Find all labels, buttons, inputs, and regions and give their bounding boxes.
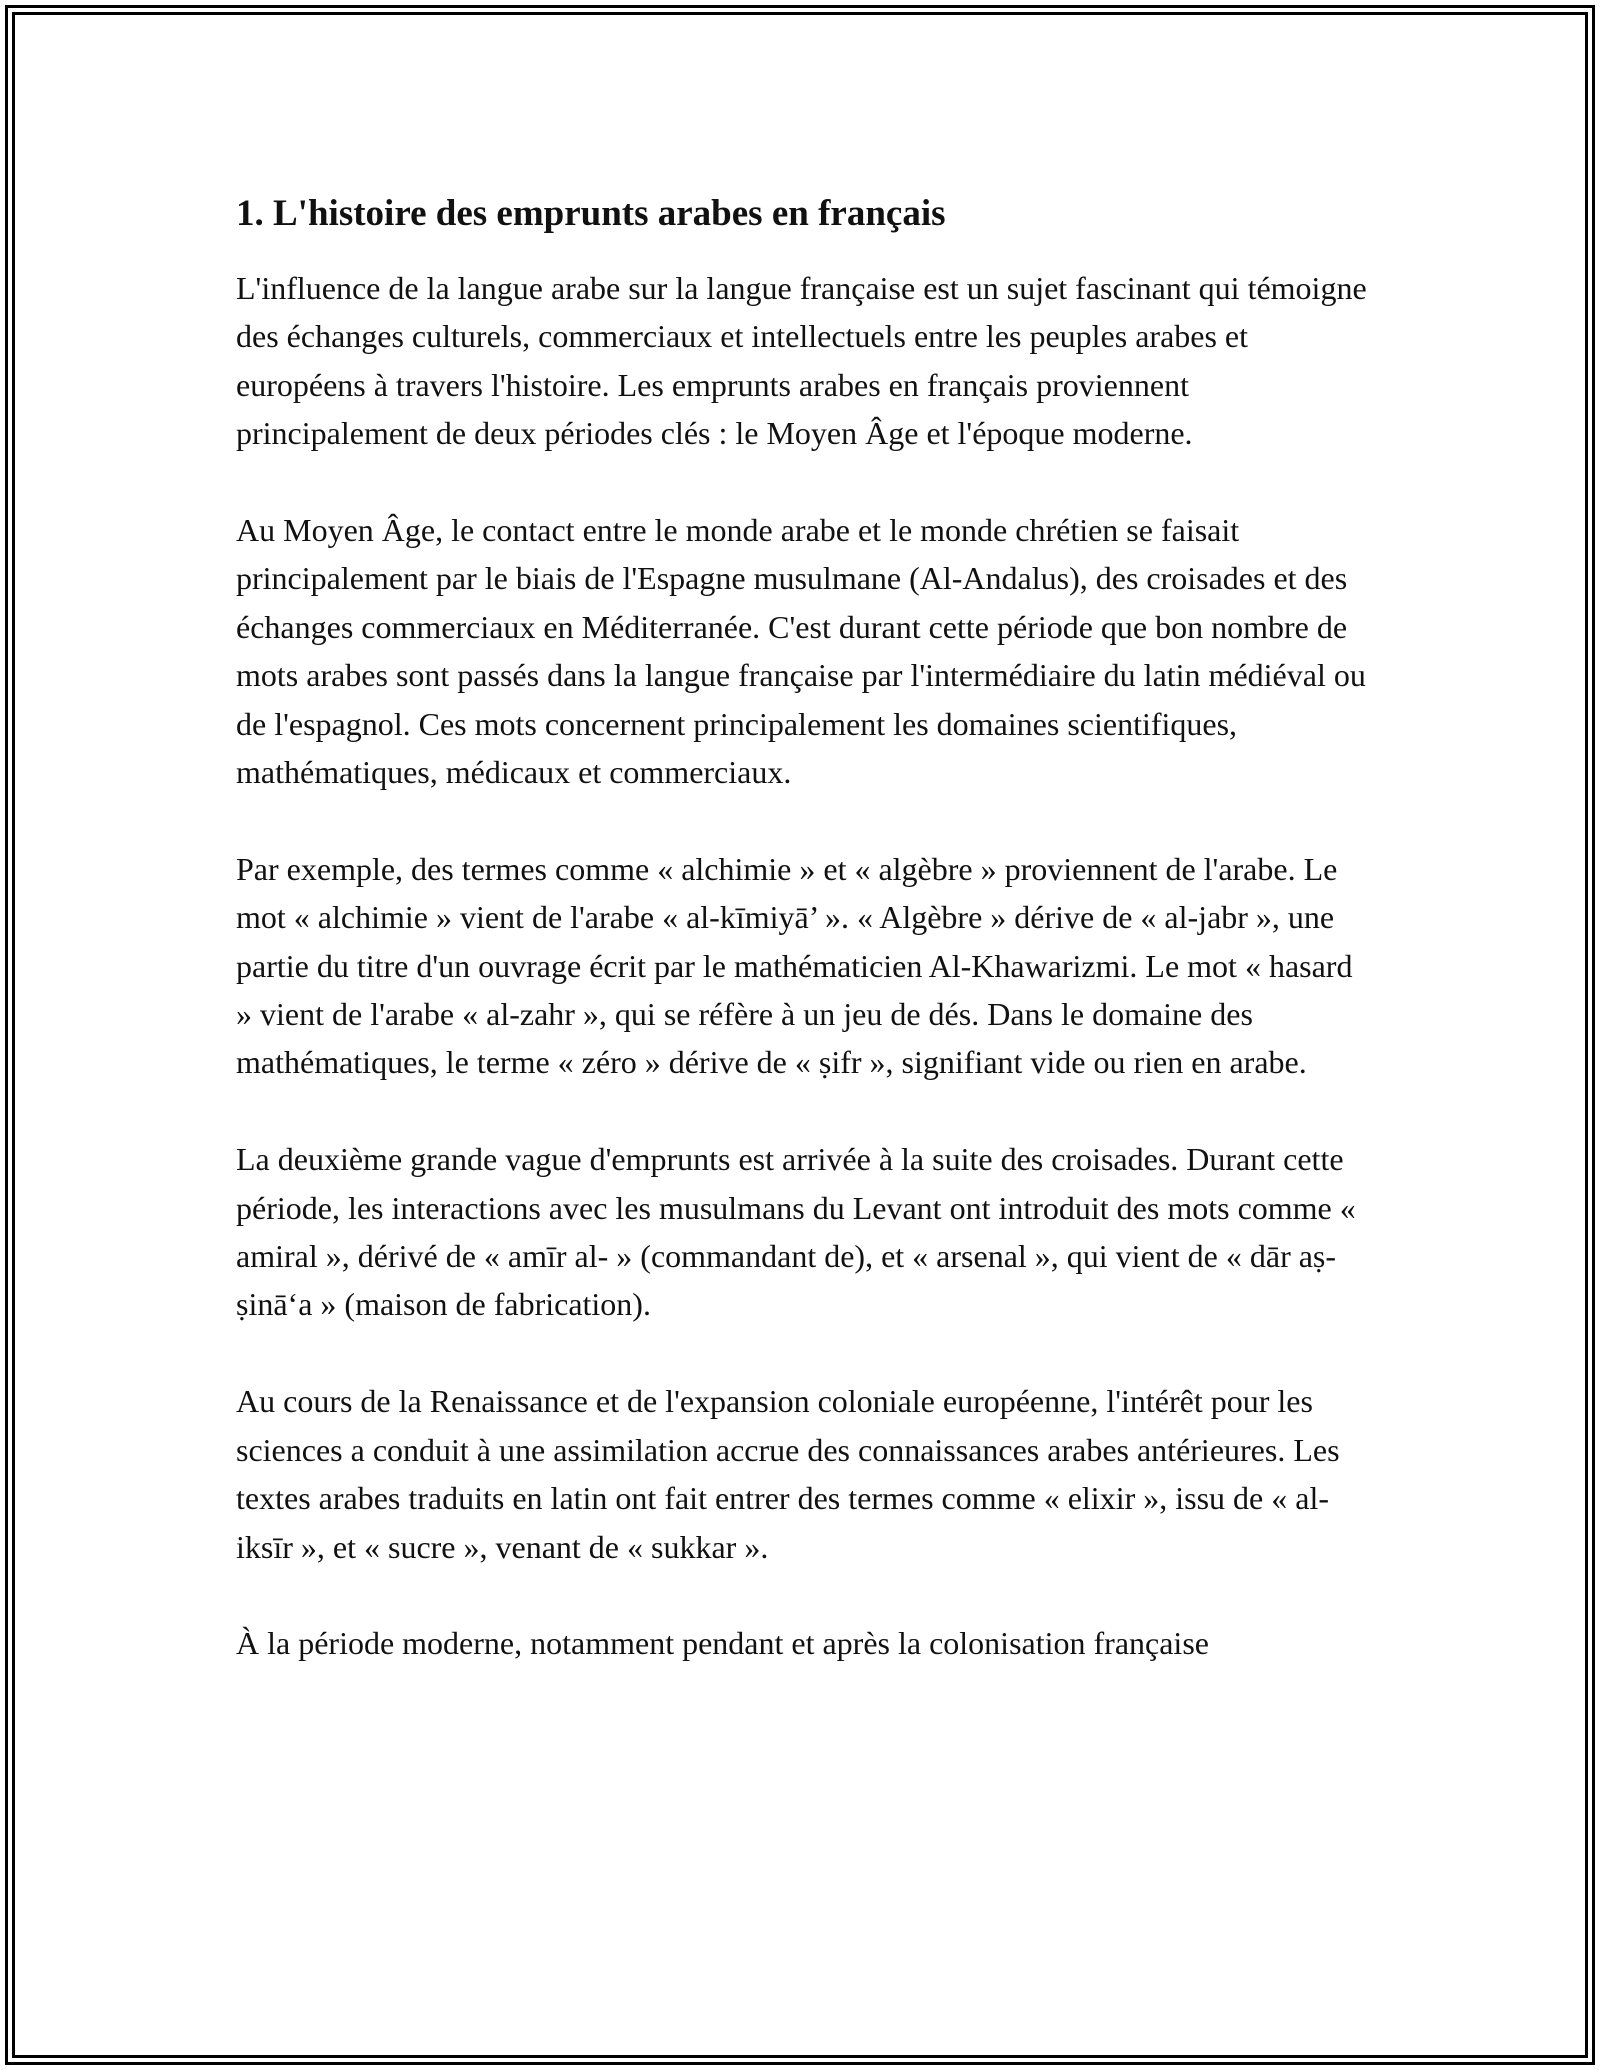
paragraph-croisades: La deuxième grande vague d'emprunts est arrivée à la suite des croisades. Durant cette période, les interactions avec les musulmans du Levant ont introduit des mots comme « amiral », dérivé de « amīr al- » (commandant de), et « arsenal », qui vient de « dār aṣ-ṣināʻa » (maison de fabrication).	[236, 1141, 1356, 1323]
section-heading: 1. L'histoire des emprunts arabes en français	[236, 193, 946, 234]
paragraph-renaissance: Au cours de la Renaissance et de l'expansion coloniale européenne, l'intérêt pour les sciences a conduit à une assimilation accrue des connaissances arabes antérieures. Les textes arabes traduits en latin ont fait entrer des termes comme « elixir », issu de « al-iksīr », et « sucre », venant de « sukkar ».	[236, 1383, 1340, 1565]
document-body	[236, 188, 1376, 1716]
paragraph-periode-moderne: À la période moderne, notamment pendant et après la colonisation française	[236, 1625, 1209, 1662]
paragraph-moyen-age: Au Moyen Âge, le contact entre le monde arabe et le monde chrétien se faisait principalement par le biais de l'Espagne musulmane (Al-Andalus), des croisades et des échanges commerciaux en Méditerranée. C'est durant cette période que bon nombre de mots arabes sont passés dans la langue française par l'intermédiaire du latin médiéval ou de l'espagnol. Ces mots concernent principalement les domaines scientifiques, mathématiques, médicaux et commerciaux.	[236, 512, 1366, 791]
paragraph-intro: L'influence de la langue arabe sur la langue française est un sujet fascinant qui témoigne des échanges culturels, commerciaux et intellectuels entre les peuples arabes et européens à travers l'histoire. Les emprunts arabes en français proviennent principalement de deux périodes clés : le Moyen Âge et l'époque moderne.	[236, 270, 1367, 452]
paragraph-exemples: Par exemple, des termes comme « alchimie » et « algèbre » proviennent de l'arabe. Le mot « alchimie » vient de l'arabe « al-kīmiyā’ ». « Algèbre » dérive de « al-jabr », une partie du titre d'un ouvrage écrit par le mathématicien Al-Khawarizmi. Le mot « hasard » vient de l'arabe « al-zahr », qui se réfère à un jeu de dés. Dans le domaine des mathématiques, le terme « zéro » dérive de « ṣifr », signifiant vide ou rien en arabe.	[236, 850, 1353, 1081]
